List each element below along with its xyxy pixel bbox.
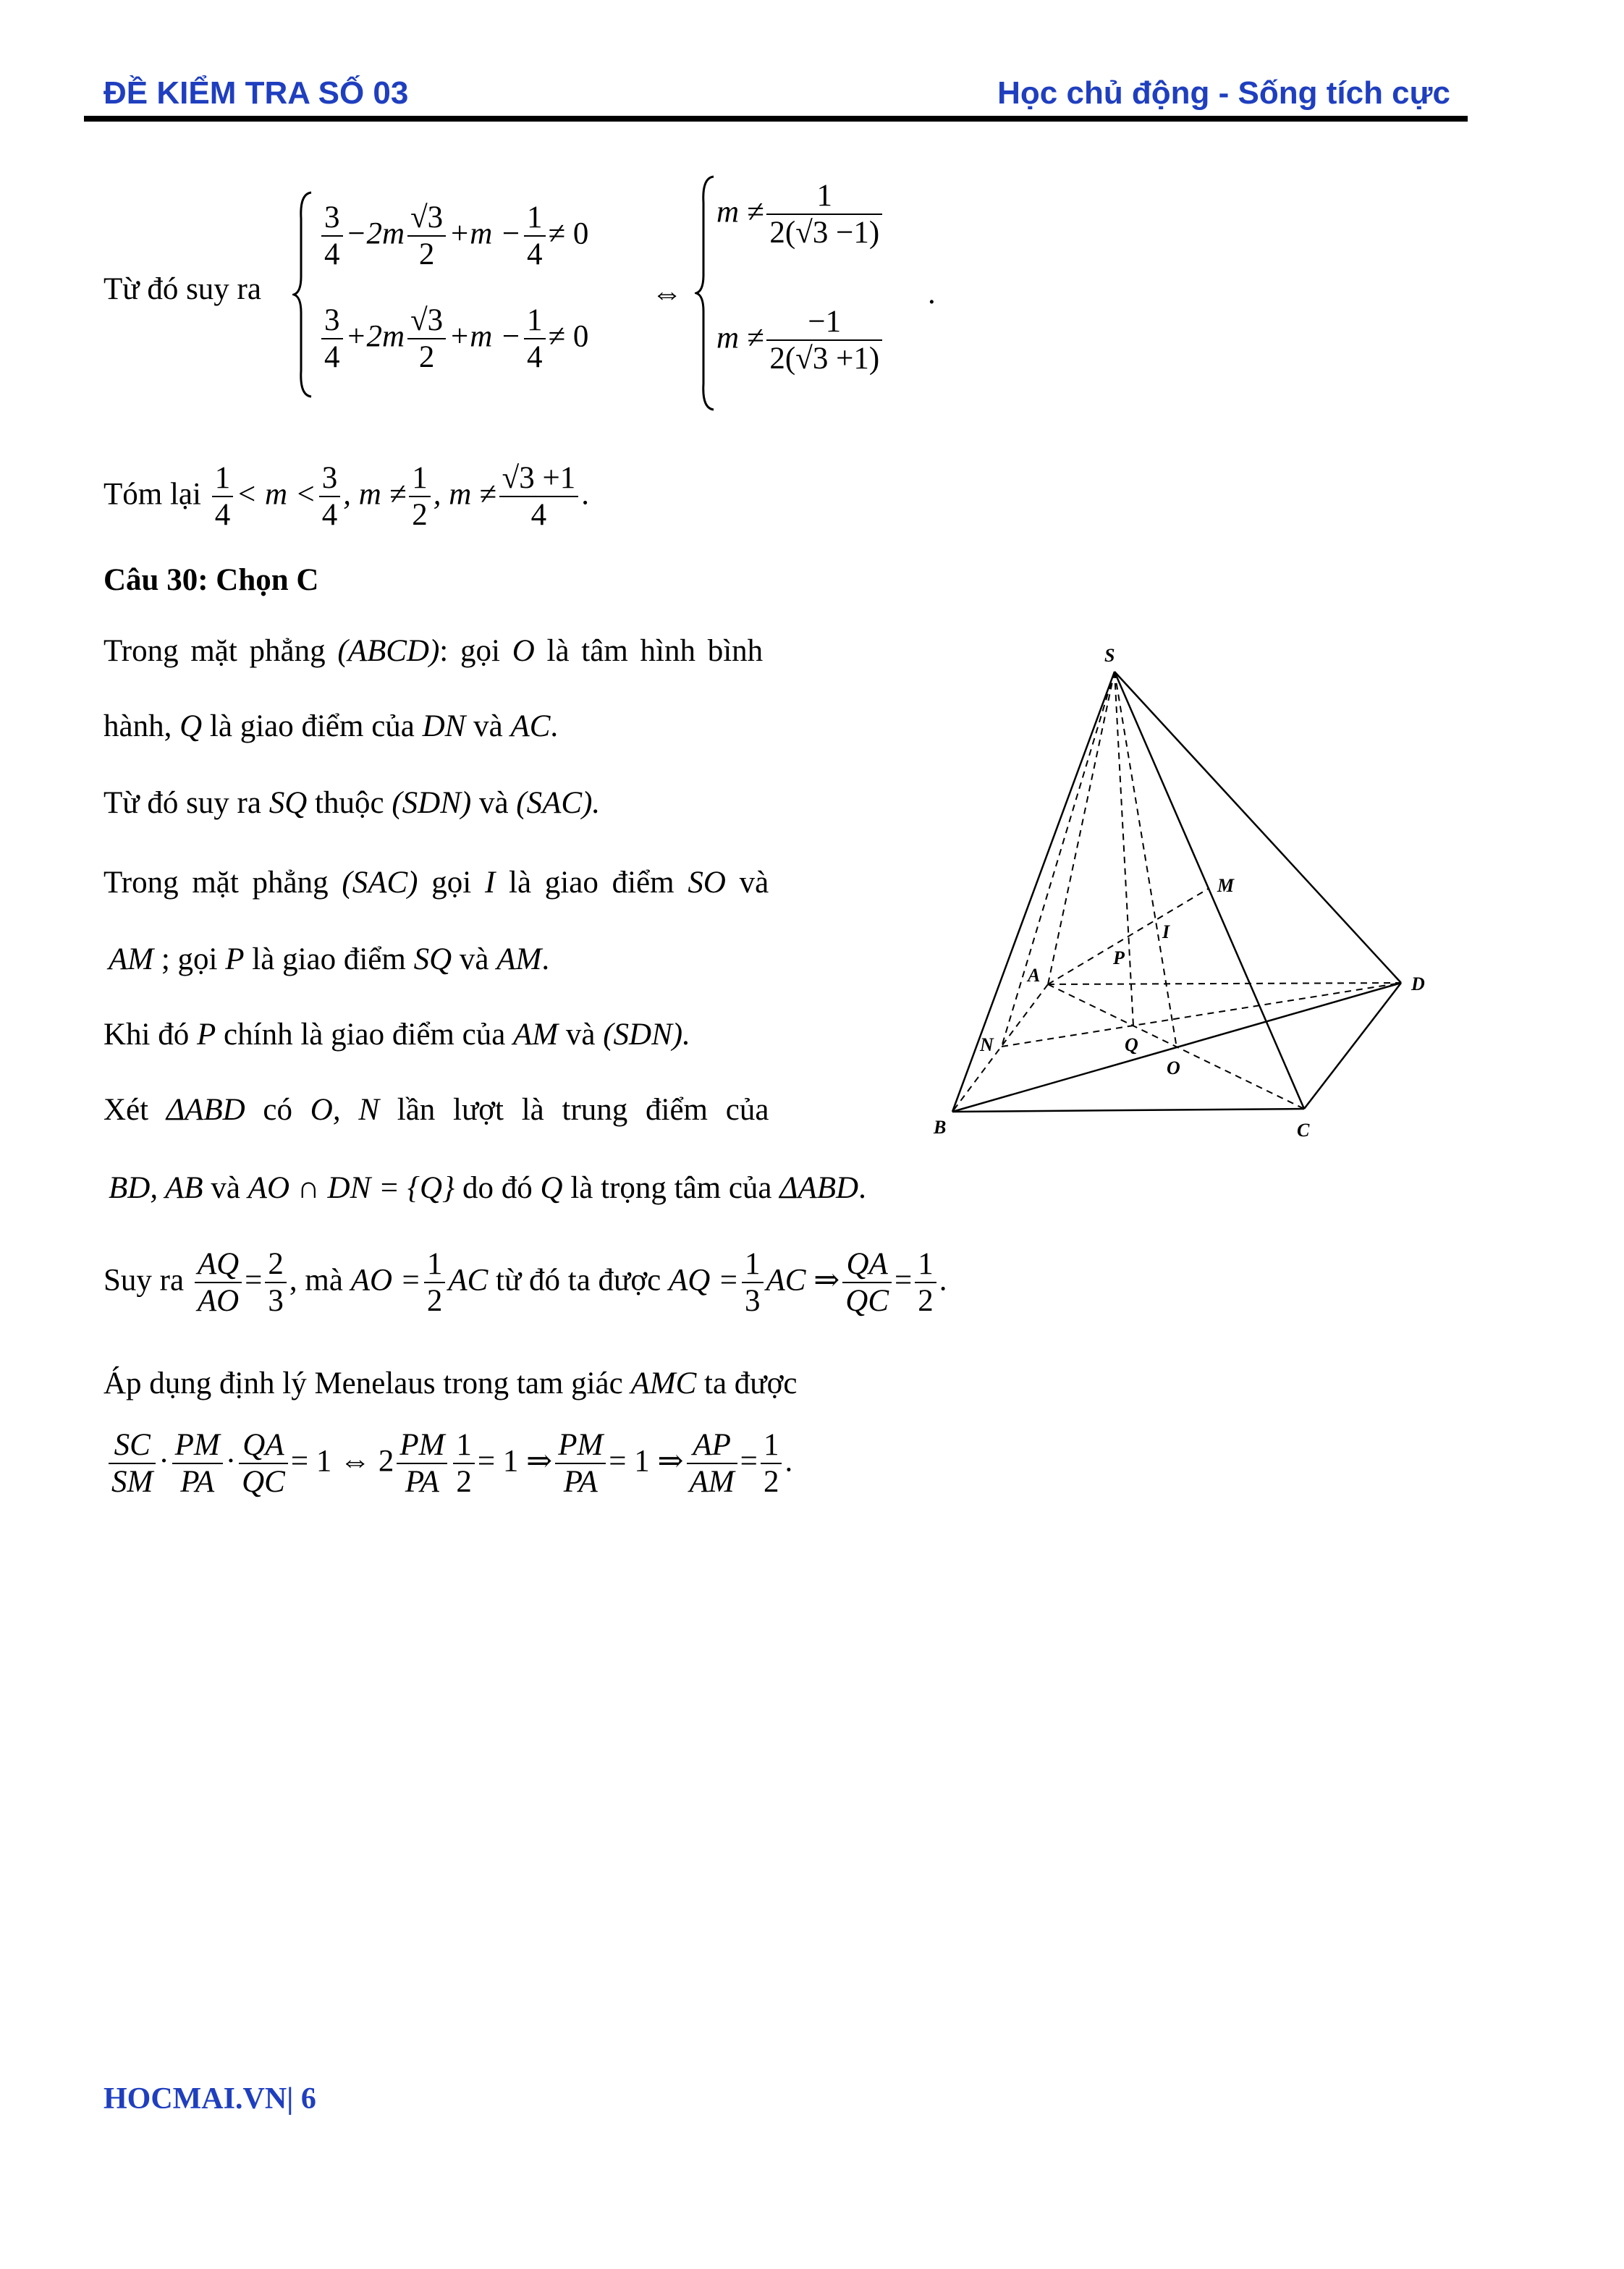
menelaus-equation: $\frac{SC}{SM}$ · $\frac{PM}{PA}$ · $\frac{QA}{QC}$ = 1 ⇔ 2 $\frac{PM}{PA}$ $\frac{1}{2}$ = 1 ⇒ $\frac{PM}{PA}$ = 1 ⇒ $\frac{AP}{AM}$ = $\frac{1}{2}$ . <box>106 1427 792 1500</box>
edge-AD <box>1048 983 1401 984</box>
system1-row1: $\frac{3}{4}$ −2m $\frac{√3}{2}$ +m − $\frac{1}{4}$ ≠ 0 <box>318 200 588 273</box>
label-A: A <box>1028 965 1041 986</box>
label-P: P <box>1113 947 1125 968</box>
edge-SD <box>1115 672 1401 983</box>
left-brace-2 <box>695 174 716 413</box>
q30-line3: Từ đó suy ra SQ thuộc (SDN) và (SAC). <box>103 786 601 820</box>
line-ND <box>1002 983 1401 1047</box>
edge-SC <box>1115 672 1304 1109</box>
edge-SB <box>952 672 1115 1112</box>
block1-end: . <box>928 276 936 310</box>
edge-AB <box>952 984 1048 1112</box>
edge-BC <box>952 1109 1304 1112</box>
pyramid-figure <box>926 630 1462 1151</box>
label-S: S <box>1104 645 1115 666</box>
label-Q: Q <box>1125 1034 1138 1055</box>
line-AM <box>1048 888 1209 984</box>
edge-CD <box>1304 983 1401 1109</box>
edge-SA <box>1048 672 1115 984</box>
label-O: O <box>1167 1057 1180 1078</box>
line-AC <box>1048 984 1304 1109</box>
label-D: D <box>1411 973 1425 994</box>
q30-line4: Trong mặt phẳng (SAC) gọi I là giao điểm SO và <box>103 866 769 900</box>
system2-row1: m ≠ $\frac{1}{2(√3 -1)}$ <box>716 178 885 251</box>
header-rule <box>84 116 1468 122</box>
q30-line10: Áp dụng định lý Menelaus trong tam giác AMC ta được <box>103 1366 798 1400</box>
q30-line9: Suy ra $\frac{AQ}{AO}$ = $\frac{2}{3}$ , mà AO = $\frac{1}{2}$ AC từ đó ta được AQ = $\frac{1}{3}$ AC ⇒ $\frac{QA}{QC}$ = $\frac{1}{2}$ . <box>103 1247 947 1319</box>
block1-intro: Từ đó suy ra <box>103 272 261 306</box>
left-brace-1 <box>292 190 314 400</box>
equivalence-symbol: ⇔ <box>651 276 682 310</box>
q30-line7: Xét ΔABD có O, N lần lượt là trung điểm của <box>103 1093 769 1127</box>
line-SN <box>1002 672 1115 1047</box>
label-I: I <box>1162 921 1170 942</box>
label-B: B <box>934 1117 947 1138</box>
q30-line5: AM ; gọi P là giao điểm SQ và AM. <box>109 942 550 976</box>
header-title-right: Học chủ động - Sống tích cực <box>997 75 1450 111</box>
q30-line6: Khi đó P chính là giao điểm của AM và (SDN). <box>103 1018 690 1052</box>
system2-row2: m ≠ $\frac{-1}{2(√3 +1)}$ <box>716 304 885 377</box>
question-heading: Câu 30: Chọn C <box>103 563 319 597</box>
label-M: M <box>1217 875 1235 896</box>
summary-line: Tóm lại $\frac{1}{4}$ < m < $\frac{3}{4}$ , m ≠ $\frac{1}{2}$ , m ≠ $\frac{√3 +1}{4}$ . <box>103 461 589 533</box>
label-C: C <box>1297 1120 1310 1141</box>
q30-line1: Trong mặt phẳng (ABCD): gọi O là tâm hình bình <box>103 634 764 668</box>
q30-line8: BD, AB và AO ∩ DN = {Q} do đó Q là trọng tâm của ΔABD. <box>109 1171 866 1205</box>
label-N: N <box>980 1034 994 1055</box>
system1-row2: $\frac{3}{4}$ +2m $\frac{√3}{2}$ +m − $\frac{1}{4}$ ≠ 0 <box>318 303 588 376</box>
q30-line2: hành, Q là giao điểm của DN và AC. <box>103 709 559 743</box>
footer-page-label: HOCMAI.VN| 6 <box>103 2082 316 2116</box>
line-SQ <box>1115 672 1133 1026</box>
header-title-left: ĐỀ KIỂM TRA SỐ 03 <box>103 75 409 111</box>
